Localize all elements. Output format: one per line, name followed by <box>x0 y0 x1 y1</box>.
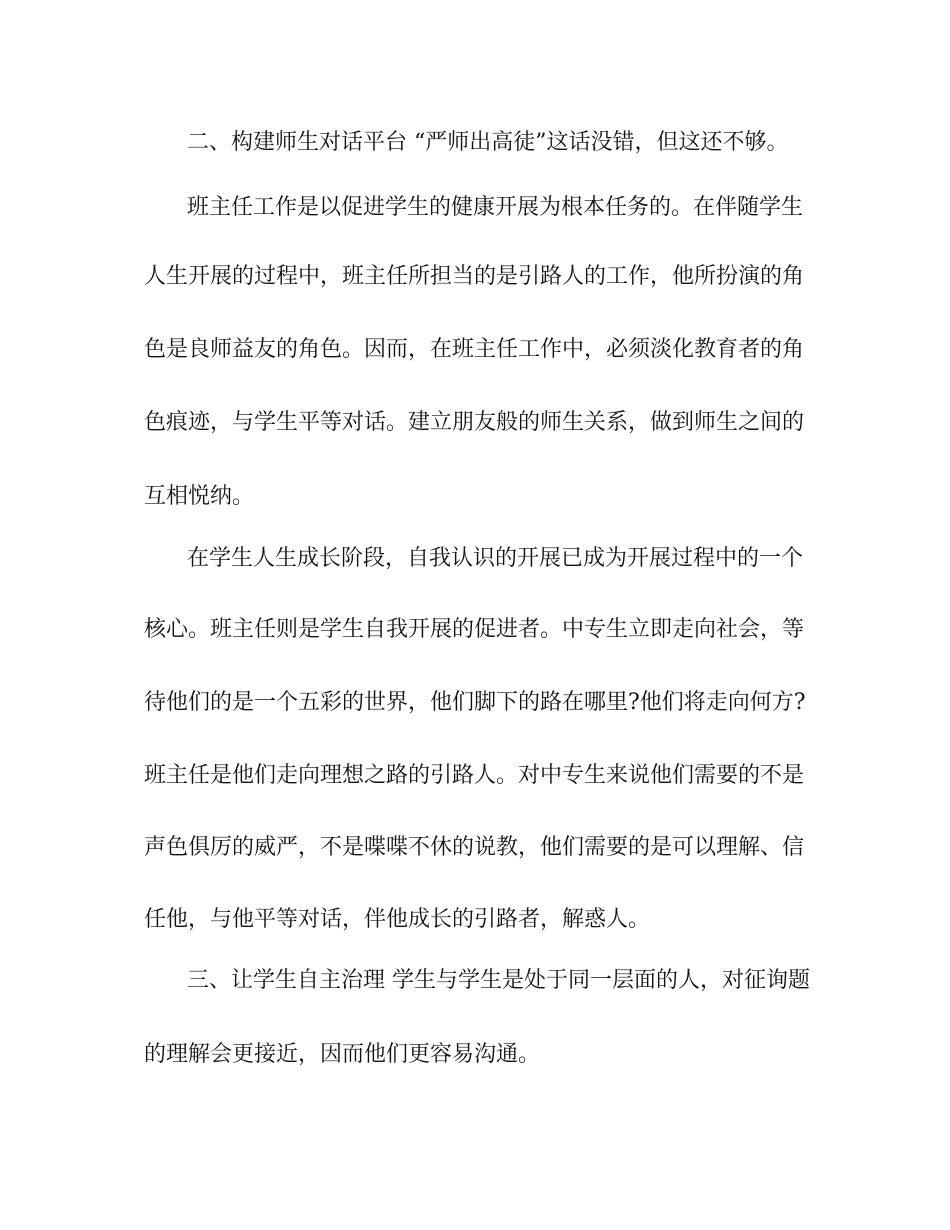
paragraph-line: 待他们的是一个五彩的世界，他们脚下的路在哪里?他们将走向何方? <box>144 690 806 715</box>
paragraph-line: 互相悦纳。 <box>144 484 255 509</box>
paragraph-line: 的理解会更接近，因而他们更容易沟通。 <box>144 1042 541 1067</box>
paragraph-line: 班主任是他们走向理想之路的引路人。对中专生来说他们需要的不是 <box>144 763 805 788</box>
paragraph-line: 任他，与他平等对话，伴他成长的引路者，解惑人。 <box>144 907 651 932</box>
section-heading-3: 三、让学生自主治理 学生与学生是处于同一层面的人，对征询题 <box>187 968 810 993</box>
paragraph-line: 在学生人生成长阶段，自我认识的开展已成为开展过程中的一个 <box>187 546 804 571</box>
paragraph-line: 声色俱厉的威严，不是喋喋不休的说教，他们需要的是可以理解、信 <box>144 835 805 860</box>
paragraph-line: 核心。班主任则是学生自我开展的促进者。中专生立即走向社会，等 <box>144 617 805 642</box>
paragraph-line: 色痕迹，与学生平等对话。建立朋友般的师生关系，做到师生之间的 <box>144 410 805 435</box>
paragraph-line: 班主任工作是以促进学生的健康开展为根本任务的。在伴随学生 <box>187 195 804 220</box>
paragraph-line: 色是良师益友的角色。因而，在班主任工作中，必须淡化教育者的角 <box>144 337 805 362</box>
section-heading-2: 二、构建师生对话平台 “严师出高徒”这话没错，但这还不够。 <box>187 130 789 155</box>
paragraph-line: 人生开展的过程中，班主任所担当的是引路人的工作，他所扮演的角 <box>144 264 805 289</box>
